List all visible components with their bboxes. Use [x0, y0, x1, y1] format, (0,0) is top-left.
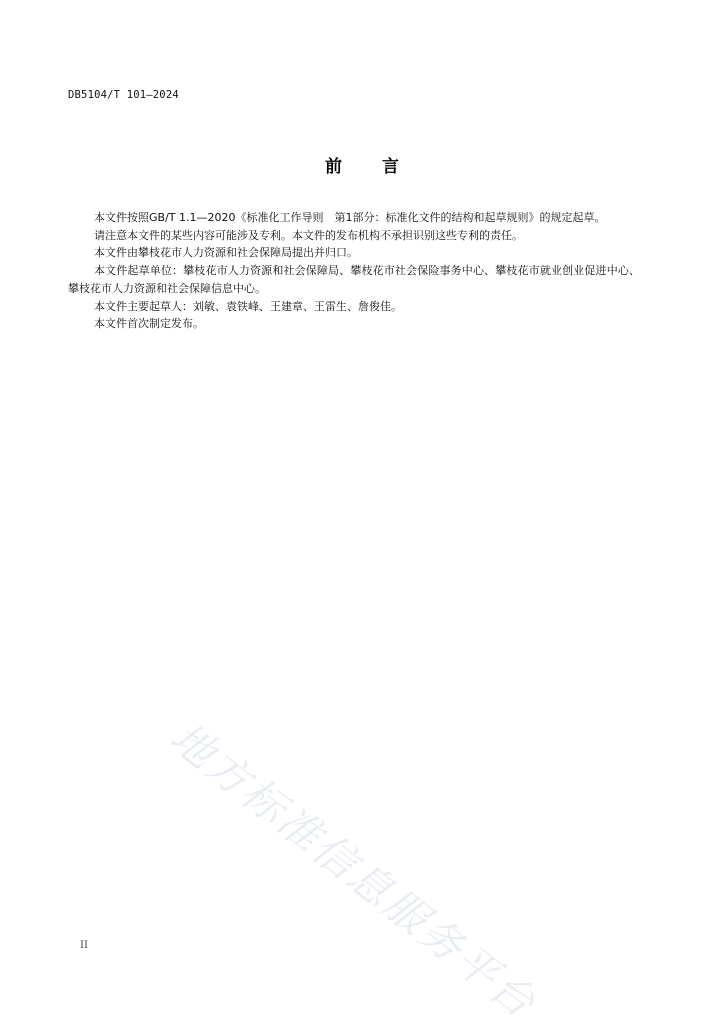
paragraph-drafting-basis: 本文件按照GB/T 1.1—2020《标准化工作导则 第1部分：标准化文件的结构和起草规则》的规定起草。 — [94, 211, 606, 224]
paragraph-proposer: 本文件由攀枝花市人力资源和社会保障局提出并归口。 — [94, 246, 358, 260]
watermark: 地方标准信息服务平台 — [161, 712, 547, 1029]
page-number: II — [80, 940, 88, 951]
paragraph-patent-notice: 请注意本文件的某些内容可能涉及专利。本文件的发布机构不承担识别这些专利的责任。 — [94, 228, 523, 242]
paragraph-drafters: 本文件主要起草人：刘敏、袁铁峰、王建章、王雷生、詹俊佳。 — [94, 299, 402, 313]
paragraph-first-release: 本文件首次制定发布。 — [94, 317, 204, 331]
page-title: 前言 — [325, 157, 439, 177]
document-code: DB5104/T 101—2024 — [68, 89, 179, 101]
paragraph-drafting-units: 本文件起草单位：攀枝花市人力资源和社会保障局、攀枝花市社会保险事务中心、攀枝花市就业创业促进中心、攀枝花市人力资源和社会保障信息中心。 — [68, 264, 640, 295]
foreword-body — [68, 209, 640, 333]
